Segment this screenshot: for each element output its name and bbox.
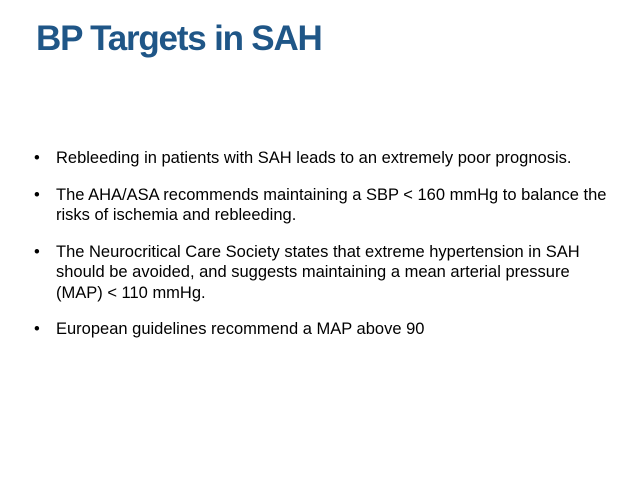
bullet-text: European guidelines recommend a MAP above 90 bbox=[56, 320, 425, 338]
slide-title: BP Targets in SAH bbox=[36, 19, 322, 58]
bullet-list bbox=[34, 148, 614, 356]
bullet-item bbox=[34, 148, 614, 169]
bullet-text: Rebleeding in patients with SAH leads to an extremely poor prognosis. bbox=[56, 149, 572, 167]
bullet-text: The Neurocritical Care Society states that extreme hypertension in SAH should be avoided, and suggests maintaining a mean arterial pressure (MAP) < 110 mmHg. bbox=[56, 242, 580, 302]
bullet-dot: • bbox=[34, 185, 40, 204]
bullet-text: The AHA/ASA recommends maintaining a SBP < 160 mmHg to balance the risks of ischemia and rebleeding. bbox=[56, 185, 607, 224]
bullet-item bbox=[34, 242, 614, 304]
bullet-item bbox=[34, 319, 614, 340]
bullet-item bbox=[34, 185, 614, 226]
bullet-dot: • bbox=[34, 149, 40, 167]
bullet-dot: • bbox=[34, 242, 40, 261]
bullet-dot: • bbox=[34, 320, 40, 338]
